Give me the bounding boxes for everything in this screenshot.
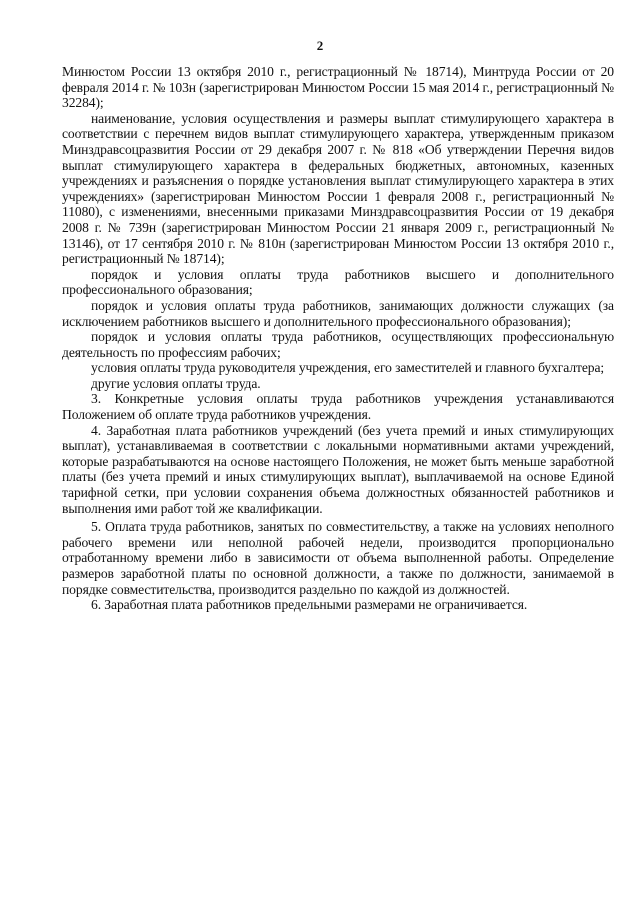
paragraph-item-3: 3. Конкретные условия оплаты труда работников учреждения устанавливаются Положением об оплате труда работников учреждения. <box>62 391 614 423</box>
paragraph-employee-positions-pay: порядок и условия оплаты труда работников, занимающих должности служащих (за исключением работников высшего и дополнительного профессионального образования); <box>62 297 614 329</box>
paragraph-item-5: 5. Оплата труда работников, занятых по совместительству, а также на условиях неполного рабочего времени или неполной рабочей недели, производится пропорционально отработанному времени либо в зависимости от объема выполненной работы. Определение размеров заработной платы по основной должности, а также по должности, занимаемой в порядке совместительства, производится раздельно по каждой из должностей. <box>62 519 614 597</box>
paragraph-item-6: 6. Заработная плата работников предельными размерами не ограничивается. <box>91 597 528 613</box>
document-body <box>62 64 614 613</box>
paragraph-workers-pay: порядок и условия оплаты труда работников, осуществляющих профессиональную деятельность по профессиям рабочих; <box>62 329 614 360</box>
paragraph-management-pay: условия оплаты труда руководителя учреждения, его заместителей и главного бухгалтера; <box>91 360 605 376</box>
paragraph-item-4: 4. Заработная плата работников учреждений (без учета премий и иных стимулирующих выплат), устанавливаемая в соответствии с локальными нормативными актами учреждений, которые разрабатываются на основе настоящего Положения, не может быть меньше заработной платы (без учета премий и иных стимулирующих выплат), выплачиваемой на основе Единой тарифной сетки, при условии сохранения объема должностных обязанностей работников и выполнения ими работ той же квалификации. <box>62 422 614 516</box>
paragraph-other-conditions: другие условия оплаты труда. <box>91 375 261 391</box>
page-number: 2 <box>316 38 324 53</box>
paragraph-registration-continuation: Минюстом России 13 октября 2010 г., регистрационный № 18714), Минтруда России от 20 февраля 2014 г. № 103н (зарегистрирован Минюстом России 15 мая 2014 г., регистрационный № 32284); <box>62 64 614 111</box>
paragraph-higher-education-pay: порядок и условия оплаты труда работников высшего и дополнительного профессионального образования; <box>62 266 614 298</box>
paragraph-incentive-payments: наименование, условия осуществления и размеры выплат стимулирующего характера в соответствии с перечнем видов выплат стимулирующего характера, утвержденным приказом Минздравсоцразвития России от 29 декабря 2007 г. № 818 «Об утверждении Перечня видов выплат стимулирующего характера в федеральных бюджетных, автономных, казенных учреждениях и разъяснения о порядке установления выплат стимулирующего характера в этих учреждениях» (зарегистрирован Минюстом России 1 февраля 2008 г., регистрационный № 11080), с изменениями, внесенными приказами Минздравсоцразвития России от 19 декабря 2008 г. № 739н (зарегистрирован Минюстом России 21 января 2009 г., регистрационный № 13146), от 17 сентября 2010 г. № 810н (зарегистрирован Минюстом России 13 октября 2010 г., регистрационный № 18714); <box>62 110 614 267</box>
